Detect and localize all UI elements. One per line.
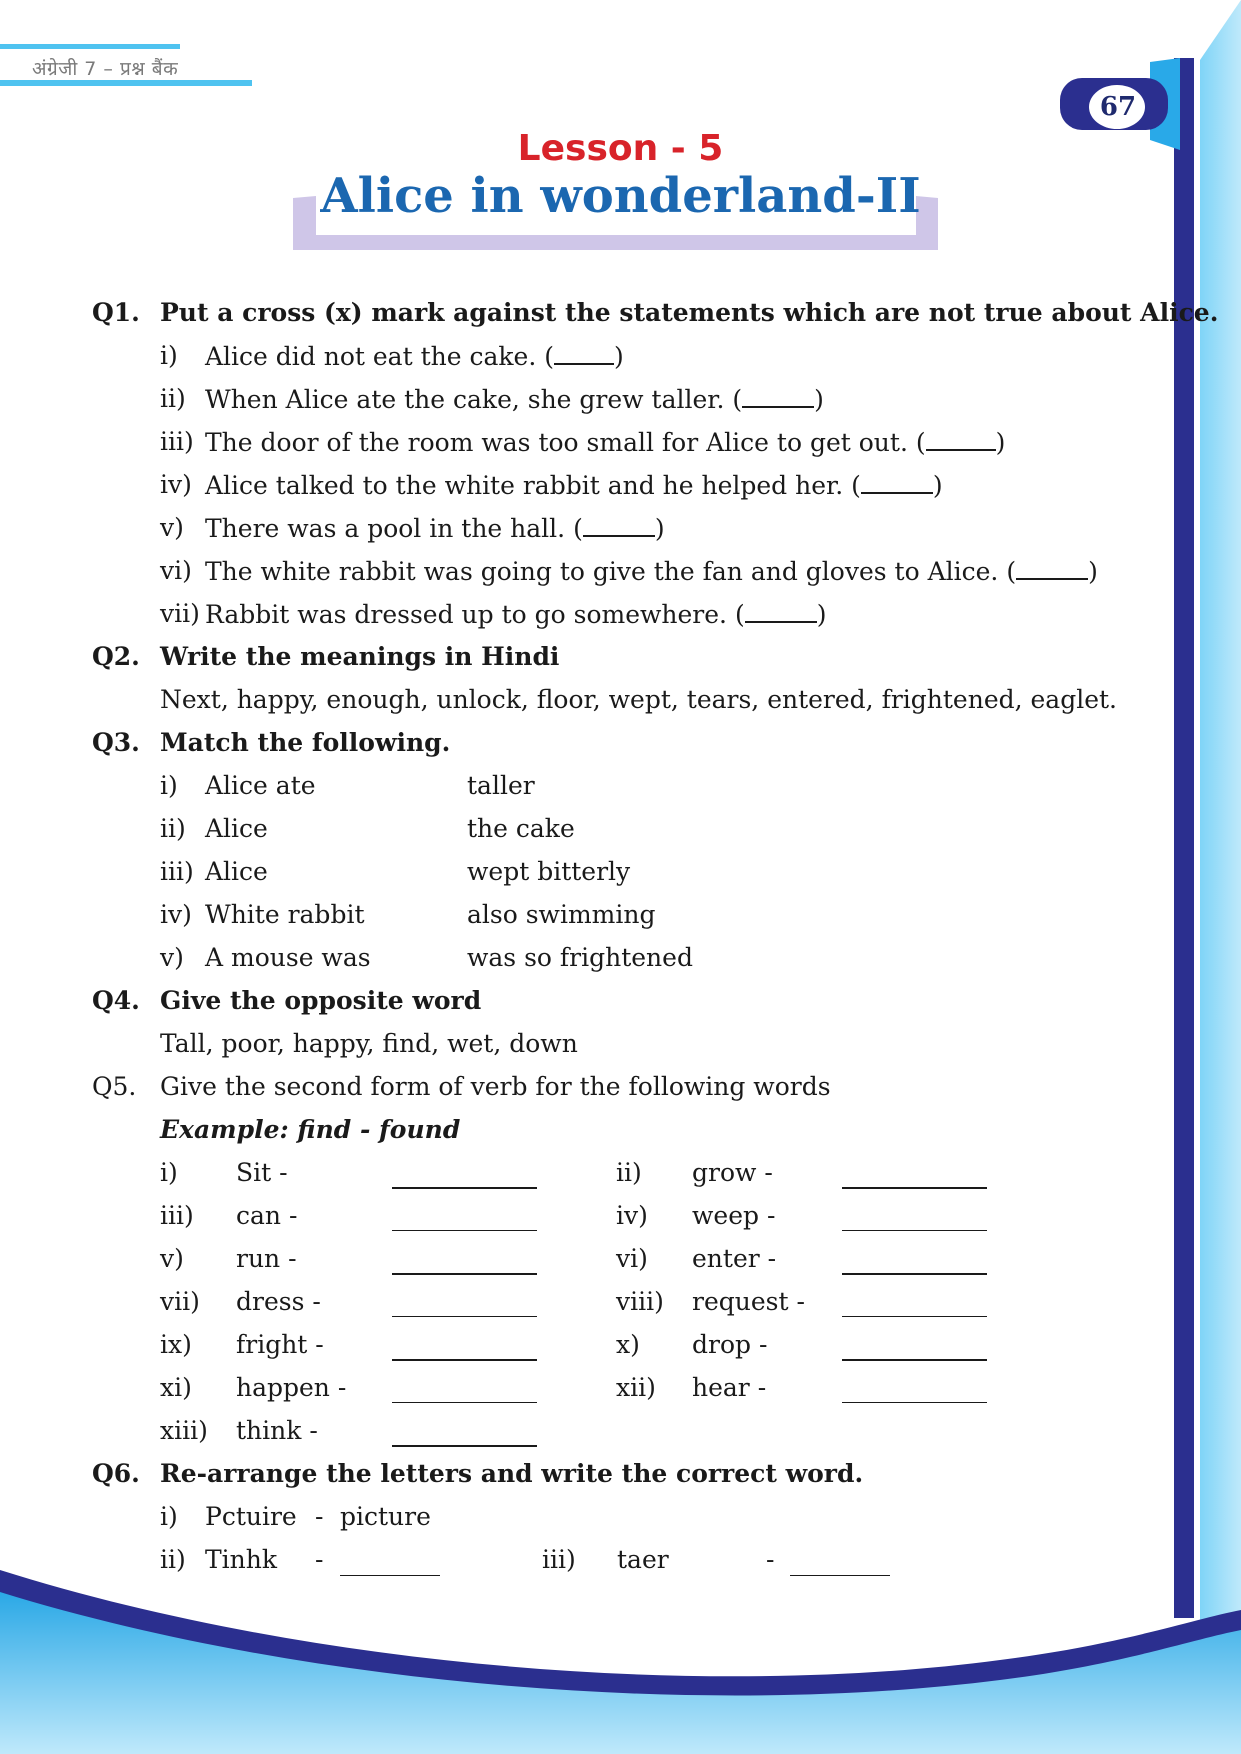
q3-row-num: iii) — [160, 857, 194, 886]
q1-item — [205, 384, 824, 415]
page-number: 67 — [1099, 92, 1137, 122]
answer-blank[interactable] — [554, 341, 614, 365]
q5-item-word: fright - — [236, 1330, 324, 1359]
q5-item-num: x) — [616, 1330, 640, 1359]
q3-row-right: taller — [467, 771, 535, 800]
answer-blank[interactable] — [842, 1337, 987, 1361]
answer-blank[interactable] — [1016, 556, 1088, 580]
q1-item-close: ) — [1088, 557, 1098, 586]
q1-item-num: ii) — [160, 384, 186, 413]
q5-item-num: ix) — [160, 1330, 192, 1359]
answer-blank[interactable] — [583, 513, 655, 537]
q5-item-word: drop - — [692, 1330, 768, 1359]
q1-item-num: v) — [160, 513, 184, 542]
q5-item-num: xiii) — [160, 1416, 208, 1445]
answer-blank[interactable] — [745, 599, 817, 623]
answer-blank[interactable] — [392, 1294, 537, 1317]
q6-item-num: ii) — [160, 1545, 186, 1574]
q5-item-num: viii) — [616, 1287, 664, 1316]
q1-item-close: ) — [654, 514, 665, 543]
q5-item-word: dress - — [236, 1287, 321, 1316]
q1-item-text: When Alice ate the cake, she grew taller. ( — [205, 385, 743, 414]
q1-item-num: vi) — [160, 556, 192, 585]
q6-item-dash: - — [315, 1502, 324, 1531]
q1-item-close: ) — [814, 385, 824, 414]
q3-row-left: A mouse was — [205, 943, 371, 972]
q1-item-text: The door of the room was too small for Alice to get out. ( — [205, 428, 926, 457]
q3-row-num: i) — [160, 771, 178, 800]
lesson-label: Lesson - 5 — [517, 128, 724, 169]
bottom-wave-blue — [0, 1592, 1241, 1754]
header-bar-top — [0, 44, 180, 49]
q1-item-text: The white rabbit was going to give the fan and gloves to Alice. ( — [205, 557, 1017, 586]
q3-row-num: ii) — [160, 814, 186, 843]
q3-row-num: v) — [160, 943, 184, 972]
q5-item-num: i) — [160, 1158, 178, 1187]
q6-item-num: i) — [160, 1502, 178, 1531]
q6-item-word: Pctuire — [205, 1502, 297, 1531]
answer-blank[interactable] — [392, 1423, 537, 1447]
answer-blank[interactable] — [392, 1208, 537, 1231]
q1-item-text: Rabbit was dressed up to go somewhere. ( — [205, 600, 745, 629]
q1-item-num: vii) — [160, 599, 200, 628]
q5-item-word: happen - — [236, 1373, 347, 1402]
q1-item-num: i) — [160, 341, 178, 370]
q6-item-num: iii) — [542, 1545, 576, 1574]
answer-blank[interactable] — [392, 1251, 537, 1275]
q1-item — [205, 427, 1005, 458]
q6-number: Q6. — [92, 1459, 140, 1488]
q1-item — [205, 599, 826, 630]
answer-blank[interactable] — [842, 1251, 987, 1275]
q5-example: Example: find - found — [160, 1115, 461, 1144]
q5-item-num: iii) — [160, 1201, 194, 1230]
q3-row-right: wept bitterly — [467, 857, 631, 886]
q5-item-word: enter - — [692, 1244, 777, 1273]
q5-number: Q5. — [92, 1072, 137, 1101]
q6-item-dash: - — [766, 1545, 775, 1574]
q3-row-left: Alice ate — [205, 771, 316, 800]
q3-row-right: the cake — [467, 814, 575, 843]
q3-number: Q3. — [92, 728, 140, 757]
q1-item-text: Alice did not eat the cake. ( — [205, 342, 554, 371]
q1-item-text: There was a pool in the hall. ( — [205, 514, 583, 543]
q3-row-left: Alice — [205, 814, 268, 843]
q6-item-dash: - — [315, 1545, 324, 1574]
q1-item-num: iii) — [160, 427, 194, 456]
q5-item-num: vi) — [616, 1244, 648, 1273]
q6-prompt: Re-arrange the letters and write the correct word. — [160, 1459, 864, 1488]
answer-blank[interactable] — [842, 1165, 987, 1189]
q2-number: Q2. — [92, 642, 140, 671]
q3-row-right: was so frightened — [467, 943, 693, 972]
q1-item-close: ) — [613, 342, 624, 371]
book-title: अंग्रेजी 7 – प्रश्न बैंक — [32, 58, 179, 80]
q5-item-num: vii) — [160, 1287, 200, 1316]
answer-blank[interactable] — [340, 1553, 440, 1576]
answer-blank[interactable] — [742, 384, 814, 408]
q1-item-close: ) — [816, 600, 827, 629]
answer-blank[interactable] — [842, 1380, 987, 1403]
q2-words: Next, happy, enough, unlock, floor, wept, tears, entered, frightened, eaglet. — [160, 685, 1117, 714]
q1-item — [205, 341, 624, 372]
q5-item-num: v) — [160, 1244, 184, 1273]
q5-item-word: think - — [236, 1416, 318, 1445]
q5-prompt: Give the second form of verb for the following words — [160, 1072, 831, 1101]
q3-row-left: Alice — [205, 857, 268, 886]
q5-item-word: can - — [236, 1201, 298, 1230]
q2-prompt: Write the meanings in Hindi — [160, 642, 560, 671]
q1-item — [205, 513, 665, 544]
q5-item-num: xii) — [616, 1373, 656, 1402]
q5-item-num: ii) — [616, 1158, 642, 1187]
right-band-light — [1200, 0, 1241, 1620]
q1-item-close: ) — [995, 428, 1006, 457]
q6-item-word: taer — [617, 1545, 669, 1574]
q5-item-word: run - — [236, 1244, 297, 1273]
q1-item — [205, 470, 943, 501]
q3-row-left: White rabbit — [205, 900, 365, 929]
q1-prompt: Put a cross (x) mark against the statements which are not true about Alice. — [160, 298, 1219, 327]
answer-blank[interactable] — [926, 427, 996, 451]
answer-blank[interactable] — [842, 1208, 987, 1231]
q6-item-answer: picture — [340, 1502, 431, 1531]
q5-item-word: weep - — [692, 1201, 776, 1230]
q1-item — [205, 556, 1098, 587]
q5-item-word: request - — [692, 1287, 805, 1316]
q3-row-num: iv) — [160, 900, 192, 929]
answer-blank[interactable] — [392, 1165, 537, 1189]
q5-item-word: grow - — [692, 1158, 773, 1187]
q3-prompt: Match the following. — [160, 728, 451, 757]
q5-item-num: iv) — [616, 1201, 648, 1230]
lesson-title: Alice in wonderland-II — [320, 168, 921, 224]
q1-item-close: ) — [932, 471, 943, 500]
answer-blank[interactable] — [842, 1294, 987, 1317]
q5-item-word: hear - — [692, 1373, 767, 1402]
q4-words: Tall, poor, happy, find, wet, down — [160, 1029, 578, 1058]
answer-blank[interactable] — [861, 470, 933, 494]
q4-number: Q4. — [92, 986, 140, 1015]
q6-item-word: Tinhk — [205, 1545, 278, 1574]
answer-blank[interactable] — [392, 1337, 537, 1361]
q1-item-num: iv) — [160, 470, 192, 499]
q1-number: Q1. — [92, 298, 140, 327]
q5-item-word: Sit - — [236, 1158, 288, 1187]
q4-prompt: Give the opposite word — [160, 986, 482, 1015]
q5-item-num: xi) — [160, 1373, 192, 1402]
q3-row-right: also swimming — [467, 900, 656, 929]
answer-blank[interactable] — [392, 1380, 537, 1403]
q1-item-text: Alice talked to the white rabbit and he helped her. ( — [205, 471, 861, 500]
answer-blank[interactable] — [790, 1553, 890, 1576]
right-band-navy — [1174, 58, 1194, 1618]
